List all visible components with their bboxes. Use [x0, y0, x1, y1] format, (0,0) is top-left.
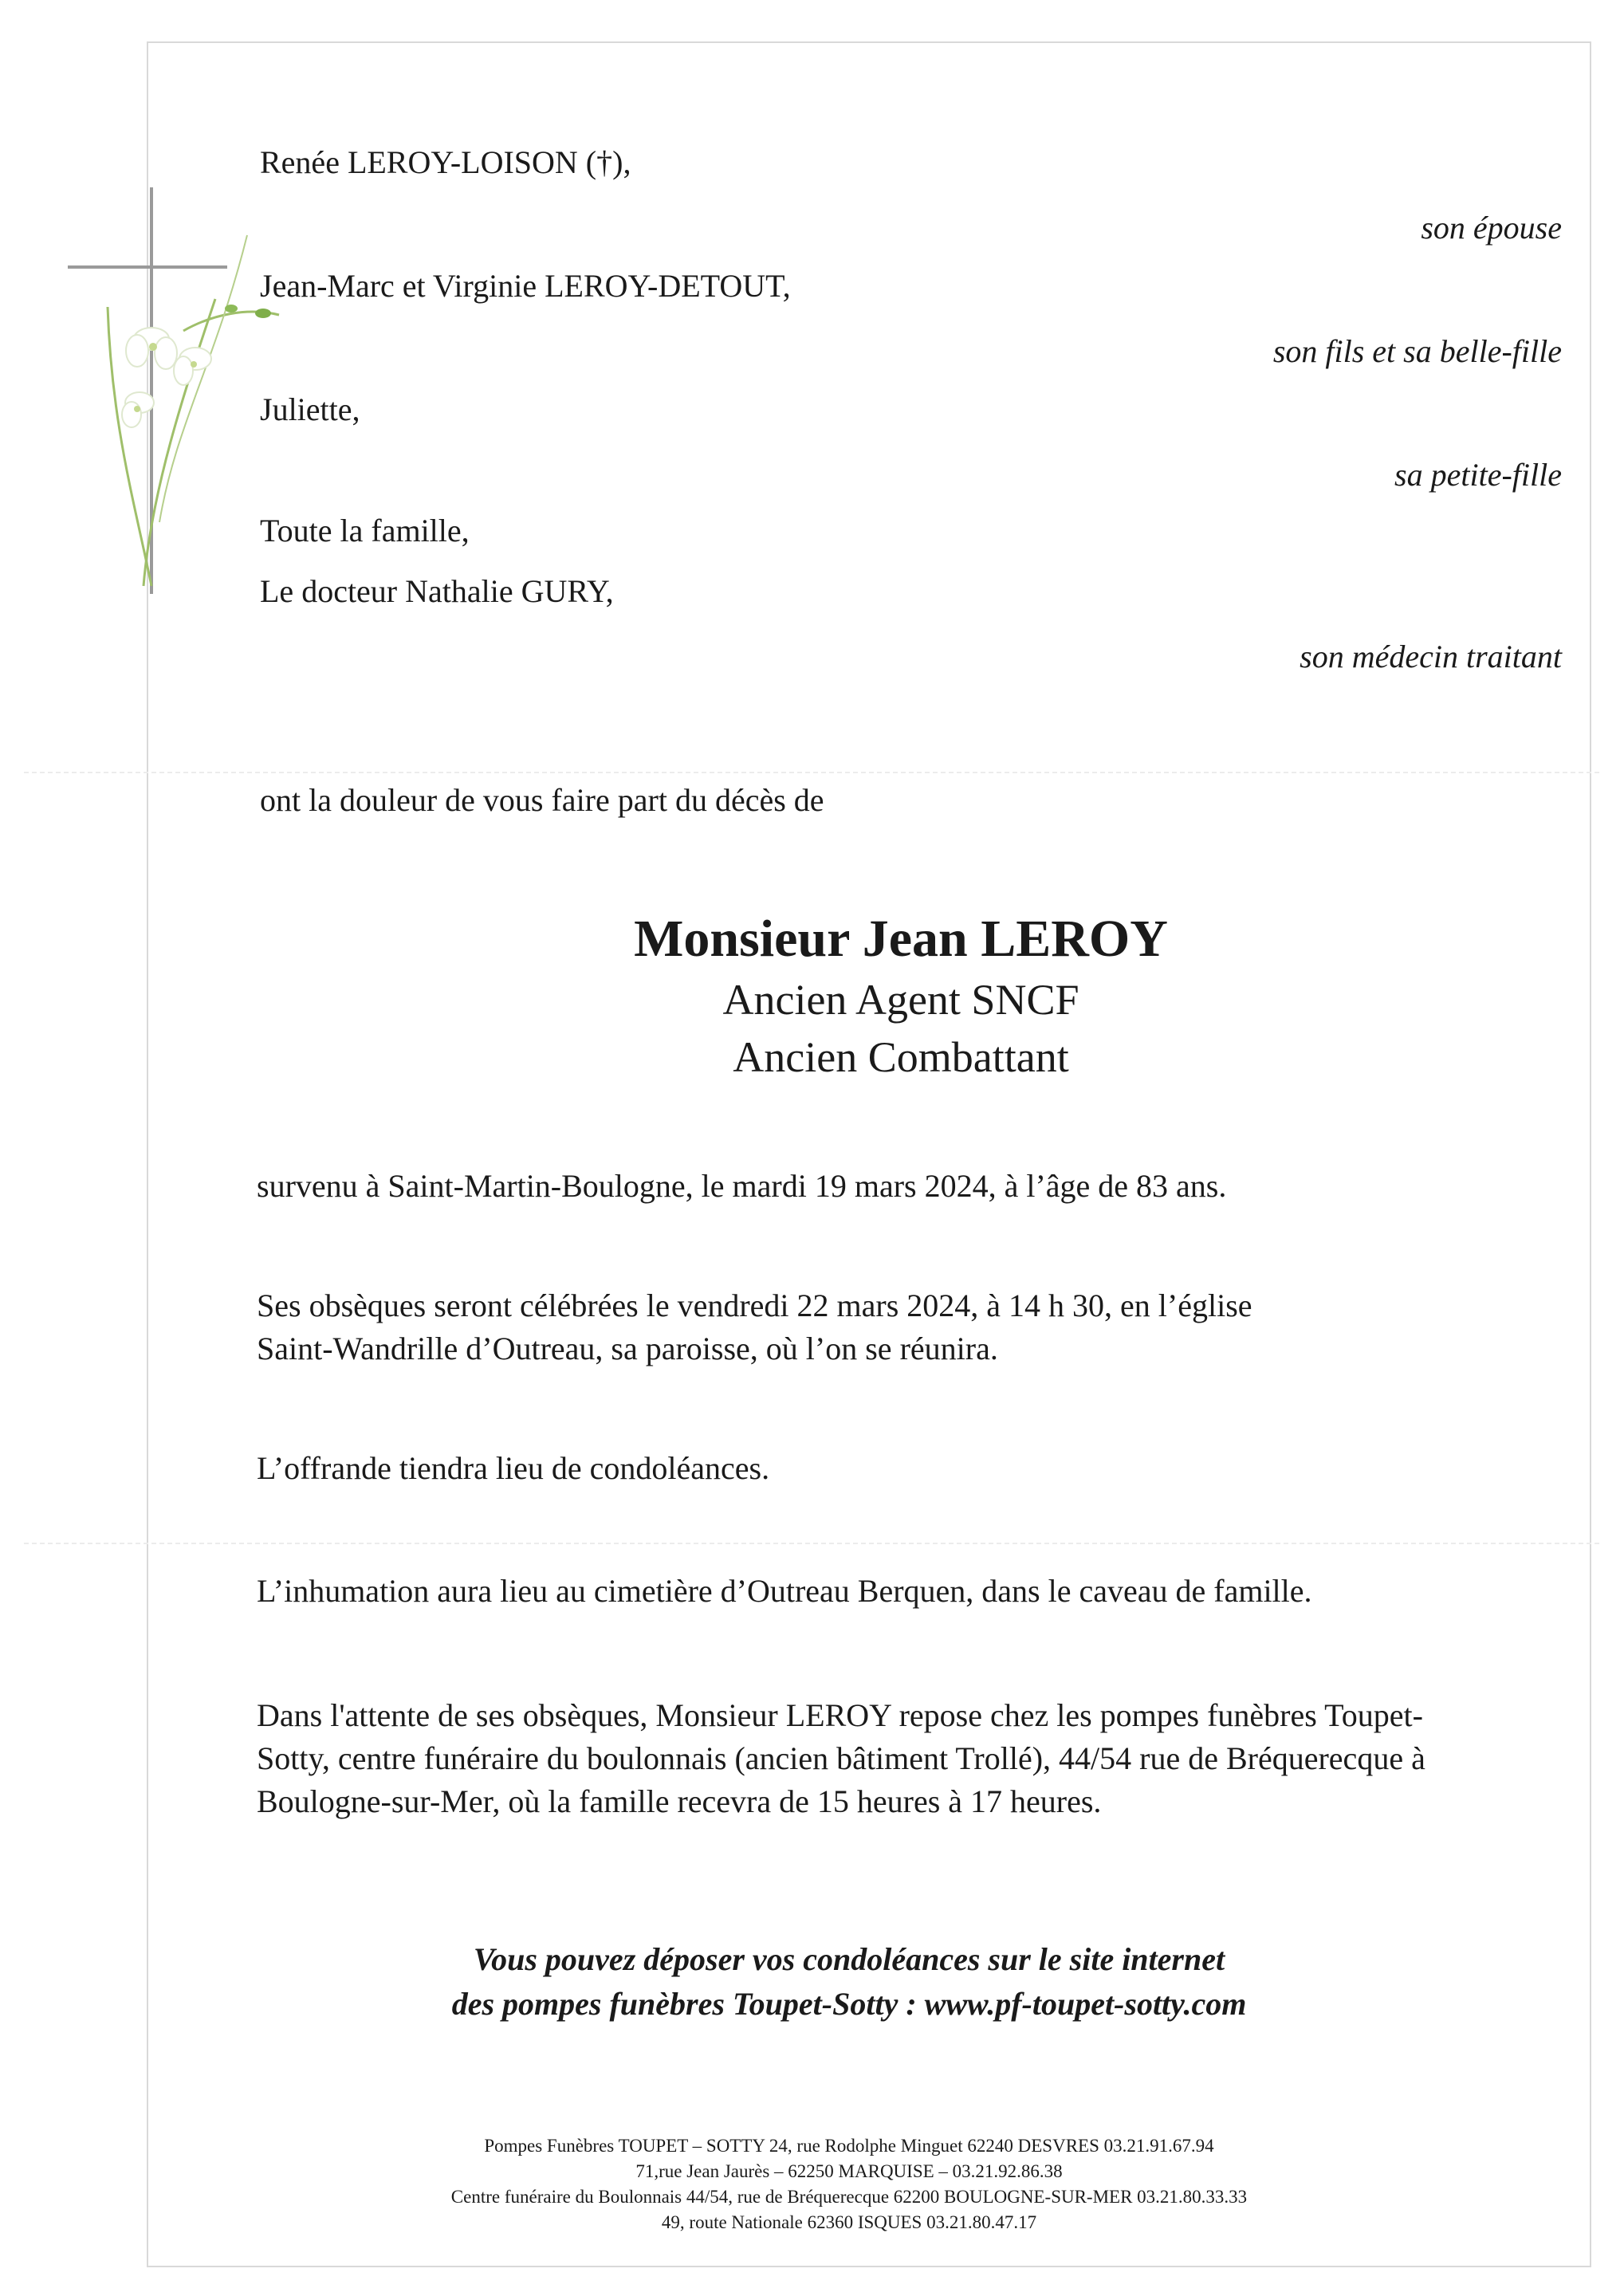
funeral-paragraph: Ses obsèques seront célébrées le vendredi 22 mars 2024, à 14 h 30, en l’église	[257, 1288, 1252, 1323]
footer-line: 71,rue Jean Jaurès – 62250 MARQUISE – 03.21.92.86.38	[635, 2161, 1063, 2181]
burial-paragraph: L’inhumation aura lieu au cimetière d’Outreau Berquen, dans le caveau de famille.	[257, 1573, 1312, 1609]
funeral-paragraph: Saint-Wandrille d’Outreau, sa paroisse, où l’on se réunira.	[257, 1331, 998, 1366]
offering-paragraph: L’offrande tiendra lieu de condoléances.	[257, 1450, 770, 1486]
footer-line: Pompes Funèbres TOUPET – SOTTY 24, rue Rodolphe Minguet 62240 DESVRES 03.21.91.67.94	[484, 2136, 1214, 2156]
funeral-home-footer	[319, 2133, 1379, 2235]
condolences-link[interactable]: des pompes funèbres Toupet-Sotty : www.pf-toupet-sotty.com	[451, 1986, 1247, 2022]
rest-paragraph: Dans l'attente de ses obsèques, Monsieur LEROY repose chez les pompes funèbres Toupet-	[257, 1697, 1423, 1733]
family-member-name: Juliette,	[260, 391, 360, 427]
deceased-name: Monsieur Jean LEROY	[634, 910, 1168, 968]
family-member-name: Toute la famille,	[260, 513, 470, 548]
condolences-note	[319, 1937, 1379, 2027]
footer-line: 49, route Nationale 62360 ISQUES 03.21.80.47.17	[661, 2212, 1037, 2232]
fold-line	[24, 772, 1599, 773]
rest-paragraph: Boulogne-sur-Mer, où la famille recevra de 15 heures à 17 heures.	[257, 1783, 1102, 1819]
page-frame	[147, 41, 1591, 2267]
announcement-text: ont la douleur de vous faire part du décès de	[260, 782, 824, 818]
family-member-name: Jean-Marc et Virginie LEROY-DETOUT,	[260, 268, 791, 304]
family-member-relation: sa petite-fille	[1394, 457, 1562, 493]
family-member-name: Le docteur Nathalie GURY,	[260, 573, 614, 609]
footer-line: Centre funéraire du Boulonnais 44/54, rue de Bréquerecque 62200 BOULOGNE-SUR-MER 03.21.80.33.33	[450, 2187, 1248, 2207]
family-member-relation: son fils et sa belle-fille	[1272, 333, 1562, 369]
deceased-title: Ancien Agent SNCF	[722, 976, 1079, 1024]
deceased-title: Ancien Combattant	[733, 1033, 1069, 1081]
condolences-line: Vous pouvez déposer vos condoléances sur le site internet	[473, 1941, 1225, 1977]
family-member-name: Renée LEROY-LOISON (†),	[260, 144, 631, 180]
death-paragraph: survenu à Saint-Martin-Boulogne, le mardi 19 mars 2024, à l’âge de 83 ans.	[257, 1168, 1227, 1204]
fold-line	[24, 1543, 1599, 1544]
rest-paragraph: Sotty, centre funéraire du boulonnais (ancien bâtiment Trollé), 44/54 rue de Bréquerecque à	[257, 1740, 1425, 1776]
family-member-relation: son épouse	[1421, 210, 1562, 246]
deceased-block	[502, 907, 1300, 1086]
family-member-relation: son médecin traitant	[1300, 639, 1562, 674]
